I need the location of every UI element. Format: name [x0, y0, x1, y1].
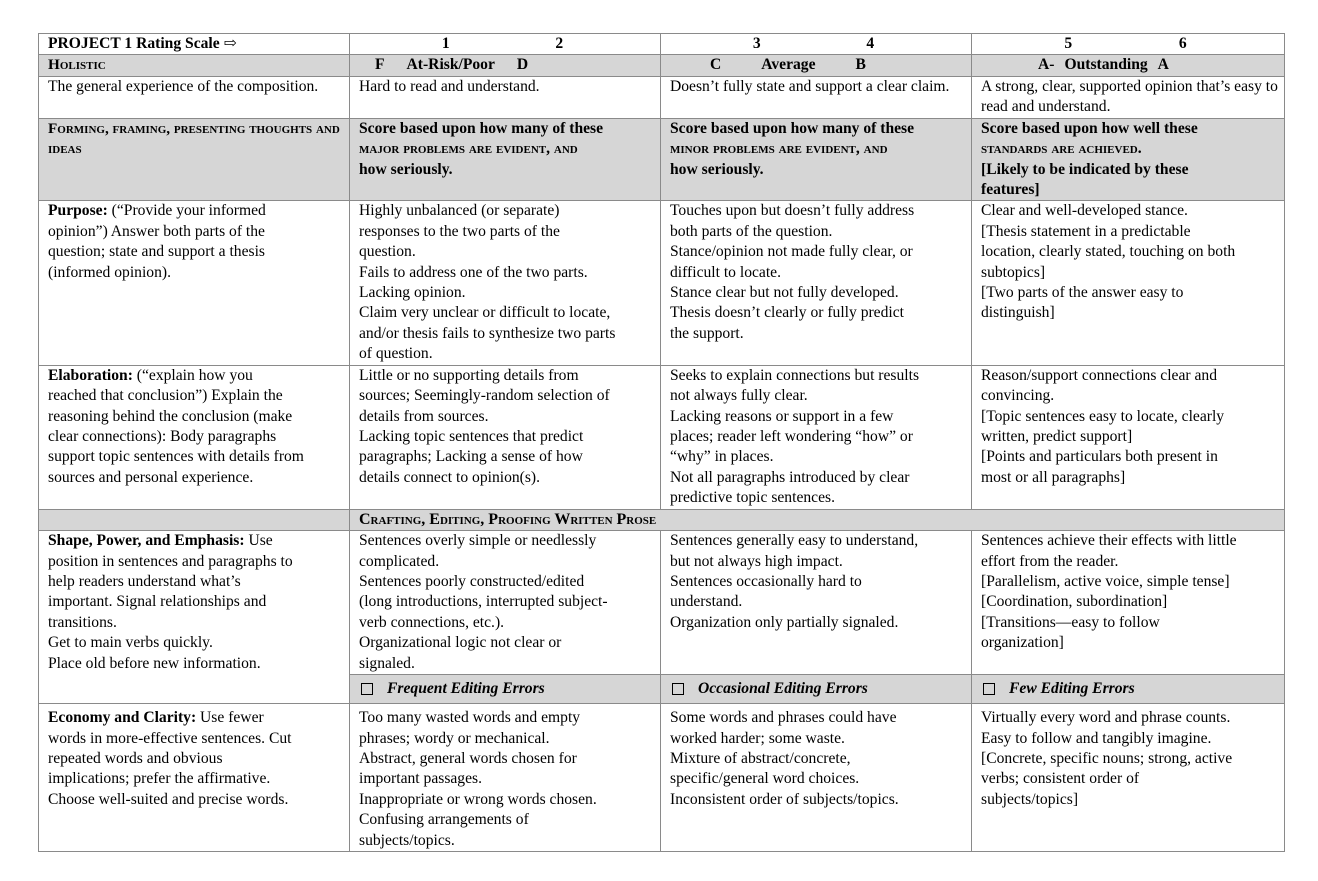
shape-poor-line: (long introductions, interrupted subject- [359, 593, 608, 611]
economy-poor-line: subjects/topics. [359, 831, 455, 849]
purpose-poor-line: and/or thesis fails to synthesize two parts [359, 324, 616, 342]
elaboration-level-poor [350, 365, 661, 509]
shape-line: important. Signal relationships and [48, 593, 267, 611]
forming-label-cell [39, 118, 350, 201]
economy-label: Economy and Clarity: [48, 709, 197, 727]
elaboration-average-line: Lacking reasons or support in a few [670, 407, 894, 425]
shape-outstanding-line: effort from the reader. [981, 552, 1119, 570]
economy-line: repeated words and obvious [48, 749, 223, 767]
elaboration-average-line: Seeks to explain connections but results [670, 366, 920, 384]
shape-outstanding-line: organization] [981, 634, 1064, 652]
crafting-empty-cell [39, 509, 350, 530]
purpose-average-line: the support. [670, 324, 744, 342]
elaboration-poor-line: paragraphs; Lacking a sense of how [359, 448, 583, 466]
forming-header-outstanding-line-1: Score based upon how well these [981, 119, 1198, 137]
economy-average-line: worked harder; some waste. [670, 729, 845, 747]
few-errors-label: Few Editing Errors [1009, 679, 1135, 697]
score-3: 3 [752, 35, 761, 52]
shape-level-outstanding [972, 531, 1285, 675]
forming-header-average-line-1: Score based upon how many of these [670, 119, 915, 137]
purpose-outstanding-line: [Two parts of the answer easy to [981, 284, 1184, 302]
shape-criterion [39, 531, 350, 704]
forming-header-row [39, 118, 1285, 201]
elaboration-poor-line: details connect to opinion(s). [359, 468, 541, 486]
crafting-header-row [39, 509, 1285, 530]
elaboration-average-line: places; reader left wondering “how” or [670, 427, 913, 445]
economy-criterion [39, 704, 350, 852]
economy-poor-line: Confusing arrangements of [359, 811, 529, 829]
grade-cell-outstanding [972, 55, 1285, 76]
editing-few-cell [972, 675, 1285, 704]
grade-d: D [516, 56, 529, 74]
shape-outstanding-line: [Transitions—easy to follow [981, 613, 1160, 631]
purpose-outstanding-line: distinguish] [981, 304, 1055, 322]
elaboration-outstanding-line: [Topic sentences easy to locate, clearly [981, 407, 1225, 425]
shape-average-line: Sentences generally easy to understand, [670, 532, 919, 550]
shape-level-average [661, 531, 972, 675]
economy-level-outstanding [972, 704, 1285, 852]
forming-header-average [661, 118, 972, 201]
elaboration-criterion [39, 365, 350, 509]
elaboration-outstanding-line: written, predict support] [981, 427, 1133, 445]
holistic-level-poor: Hard to read and understand. [350, 76, 661, 118]
elaboration-average-line: not always fully clear. [670, 387, 808, 405]
holistic-label: Holistic [48, 56, 106, 74]
elaboration-line-1-rest: (“explain how you [132, 366, 253, 384]
economy-level-poor [350, 704, 661, 852]
score-cell-1-2 [350, 34, 661, 55]
elaboration-poor-line: Little or no supporting details from [359, 366, 579, 384]
elaboration-outstanding-line: Reason/support connections clear and [981, 366, 1218, 384]
holistic-grade-row [39, 55, 1285, 76]
elaboration-line: sources and personal experience. [48, 468, 254, 486]
economy-outstanding-line: subjects/topics] [981, 790, 1079, 808]
grade-a-minus: A- [1038, 56, 1055, 74]
elaboration-average-line: Not all paragraphs introduced by clear [670, 468, 910, 486]
elaboration-average-line: predictive topic sentences. [670, 489, 835, 507]
rating-scale-table [38, 33, 1285, 852]
purpose-level-outstanding [972, 201, 1285, 365]
purpose-row [39, 201, 1285, 365]
forming-header-poor-line-3: how seriously. [359, 160, 453, 178]
score-6: 6 [1178, 35, 1187, 52]
purpose-poor-line: Fails to address one of the two parts. [359, 263, 588, 281]
economy-line: words in more-effective sentences. Cut [48, 729, 292, 747]
forming-header-poor [350, 118, 661, 201]
economy-row [39, 704, 1285, 852]
economy-poor-line: phrases; wordy or mechanical. [359, 729, 550, 747]
purpose-outstanding-line: Clear and well-developed stance. [981, 202, 1188, 220]
purpose-outstanding-line: location, clearly stated, touching on both [981, 243, 1236, 261]
score-header-row [39, 34, 1285, 55]
elaboration-line: reasoning behind the conclusion (make [48, 407, 293, 425]
purpose-level-poor [350, 201, 661, 365]
frequent-errors-checkbox[interactable] [361, 683, 373, 695]
economy-average-line: specific/general word choices. [670, 770, 860, 788]
economy-outstanding-line: verbs; consistent order of [981, 770, 1140, 788]
shape-line: help readers understand what’s [48, 572, 241, 590]
purpose-poor-line: question. [359, 243, 416, 261]
economy-line: implications; prefer the affirmative. [48, 770, 271, 788]
shape-poor-line: Organizational logic not clear or [359, 634, 562, 652]
shape-label: Shape, Power, and Emphasis: [48, 532, 245, 550]
forming-header-average-line-3: how seriously. [670, 160, 764, 178]
elaboration-poor-line: sources; Seemingly-random selection of [359, 387, 610, 405]
score-cell-5-6 [972, 34, 1285, 55]
shape-average-line: understand. [670, 593, 743, 611]
purpose-average-line: Thesis doesn’t clearly or fully predict [670, 304, 904, 322]
shape-level-poor [350, 531, 661, 675]
shape-outstanding-line: [Coordination, subordination] [981, 593, 1168, 611]
editing-occasional-cell [661, 675, 972, 704]
frequent-errors-label: Frequent Editing Errors [387, 679, 545, 697]
shape-poor-line: complicated. [359, 552, 440, 570]
right-arrow-icon: ⇨ [223, 35, 237, 52]
grade-cell-average [661, 55, 972, 76]
economy-poor-line: Too many wasted words and empty [359, 709, 581, 727]
purpose-line-4: (informed opinion). [48, 263, 171, 281]
shape-average-line: Organization only partially signaled. [670, 613, 899, 631]
elaboration-line: clear connections): Body paragraphs [48, 427, 277, 445]
crafting-title-cell [350, 509, 1285, 530]
purpose-average-line: Stance/opinion not made fully clear, or [670, 243, 913, 261]
forming-label: Forming, framing, presenting thoughts and ideas [48, 119, 340, 158]
purpose-average-line: both parts of the question. [670, 222, 833, 240]
purpose-line-3: question; state and support a thesis [48, 243, 265, 261]
economy-average-line: Inconsistent order of subjects/topics. [670, 790, 899, 808]
shape-poor-line: Sentences poorly constructed/edited [359, 572, 585, 590]
elaboration-line: support topic sentences with details from [48, 448, 304, 466]
score-4: 4 [866, 35, 875, 52]
score-2: 2 [555, 35, 564, 52]
score-5: 5 [1064, 35, 1073, 52]
shape-line: Place old before new information. [48, 654, 261, 672]
elaboration-outstanding-line: most or all paragraphs] [981, 468, 1126, 486]
shape-poor-line: signaled. [359, 654, 415, 672]
grade-a: A [1157, 56, 1169, 74]
elaboration-outstanding-line: convincing. [981, 387, 1055, 405]
economy-level-average [661, 704, 972, 852]
holistic-description-row [39, 76, 1285, 118]
purpose-poor-line: responses to the two parts of the [359, 222, 560, 240]
shape-poor-line: verb connections, etc.). [359, 613, 505, 631]
purpose-average-line: Touches upon but doesn’t fully address [670, 202, 915, 220]
grade-b: B [855, 56, 866, 74]
shape-line: Get to main verbs quickly. [48, 634, 213, 652]
shape-average-line: Sentences occasionally hard to [670, 572, 862, 590]
holistic-level-outstanding: A strong, clear, supported opinion that’s easy to read and understand. [972, 76, 1285, 118]
title-text: PROJECT 1 Rating Scale [48, 35, 220, 52]
shape-outstanding-line: [Parallelism, active voice, simple tense] [981, 572, 1230, 590]
shape-outstanding-line: Sentences achieve their effects with little [981, 532, 1237, 550]
grade-c: C [710, 56, 722, 74]
economy-poor-line: Abstract, general words chosen for [359, 749, 577, 767]
elaboration-row [39, 365, 1285, 509]
elaboration-level-average [661, 365, 972, 509]
grade-f: F [375, 56, 385, 74]
holistic-label-cell [39, 55, 350, 76]
forming-header-outstanding [972, 118, 1285, 201]
economy-line: Choose well-suited and precise words. [48, 790, 289, 808]
elaboration-label: Elaboration: [48, 366, 133, 384]
purpose-poor-line: Lacking opinion. [359, 284, 466, 302]
holistic-description: The general experience of the composition. [39, 76, 350, 118]
occasional-errors-checkbox[interactable] [672, 683, 684, 695]
grade-cell-poor [350, 55, 661, 76]
forming-header-outstanding-line-2: standards are achieved. [981, 140, 1142, 158]
purpose-level-average [661, 201, 972, 365]
rating-scale-title [39, 34, 350, 55]
elaboration-average-line: “why” in places. [670, 448, 774, 466]
elaboration-poor-line: Lacking topic sentences that predict [359, 427, 584, 445]
score-1: 1 [441, 35, 450, 52]
economy-outstanding-line: [Concrete, specific nouns; strong, active [981, 749, 1233, 767]
occasional-errors-label: Occasional Editing Errors [698, 679, 868, 697]
few-errors-checkbox[interactable] [983, 683, 995, 695]
economy-poor-line: important passages. [359, 770, 482, 788]
economy-poor-line: Inappropriate or wrong words chosen. [359, 790, 597, 808]
purpose-poor-line: of question. [359, 345, 433, 363]
shape-average-line: but not always high impact. [670, 552, 843, 570]
purpose-label: Purpose: [48, 202, 108, 220]
elaboration-outstanding-line: [Points and particulars both present in [981, 448, 1218, 466]
shape-line: position in sentences and paragraphs to [48, 552, 293, 570]
economy-average-line: Mixture of abstract/concrete, [670, 749, 851, 767]
elaboration-line: reached that conclusion”) Explain the [48, 387, 283, 405]
forming-header-outstanding-line-3: [Likely to be indicated by these [981, 160, 1189, 178]
purpose-line-1-rest: (“Provide your informed [107, 202, 266, 220]
purpose-average-line: Stance clear but not fully developed. [670, 284, 899, 302]
score-cell-3-4 [661, 34, 972, 55]
economy-line-1-rest: Use fewer [196, 709, 264, 727]
editing-frequent-cell [350, 675, 661, 704]
purpose-poor-line: Claim very unclear or difficult to locate, [359, 304, 611, 322]
grade-name-average: Average [761, 56, 816, 74]
elaboration-level-outstanding [972, 365, 1285, 509]
forming-header-poor-line-1: Score based upon how many of these [359, 119, 604, 137]
purpose-outstanding-line: [Thesis statement in a predictable [981, 222, 1191, 240]
economy-average-line: Some words and phrases could have [670, 709, 897, 727]
forming-header-outstanding-line-4: features] [981, 181, 1040, 199]
forming-header-average-line-2: minor problems are evident, and [670, 140, 888, 158]
economy-outstanding-line: Easy to follow and tangibly imagine. [981, 729, 1212, 747]
shape-poor-line: Sentences overly simple or needlessly [359, 532, 597, 550]
shape-line-1-rest: Use [244, 532, 273, 550]
purpose-outstanding-line: subtopics] [981, 263, 1046, 281]
economy-outstanding-line: Virtually every word and phrase counts. [981, 709, 1231, 727]
crafting-title: Crafting, Editing, Proofing Written Prose [359, 510, 657, 528]
holistic-level-average: Doesn’t fully state and support a clear claim. [661, 76, 972, 118]
purpose-criterion [39, 201, 350, 365]
shape-row [39, 531, 1285, 675]
elaboration-poor-line: details from sources. [359, 407, 489, 425]
purpose-average-line: difficult to locate. [670, 263, 781, 281]
grade-name-outstanding: Outstanding [1064, 56, 1148, 74]
grade-name-poor: At-Risk/Poor [406, 56, 495, 74]
forming-header-poor-line-2: major problems are evident, and [359, 140, 578, 158]
purpose-poor-line: Highly unbalanced (or separate) [359, 202, 560, 220]
purpose-line-2: opinion”) Answer both parts of the [48, 222, 265, 240]
shape-line: transitions. [48, 613, 117, 631]
